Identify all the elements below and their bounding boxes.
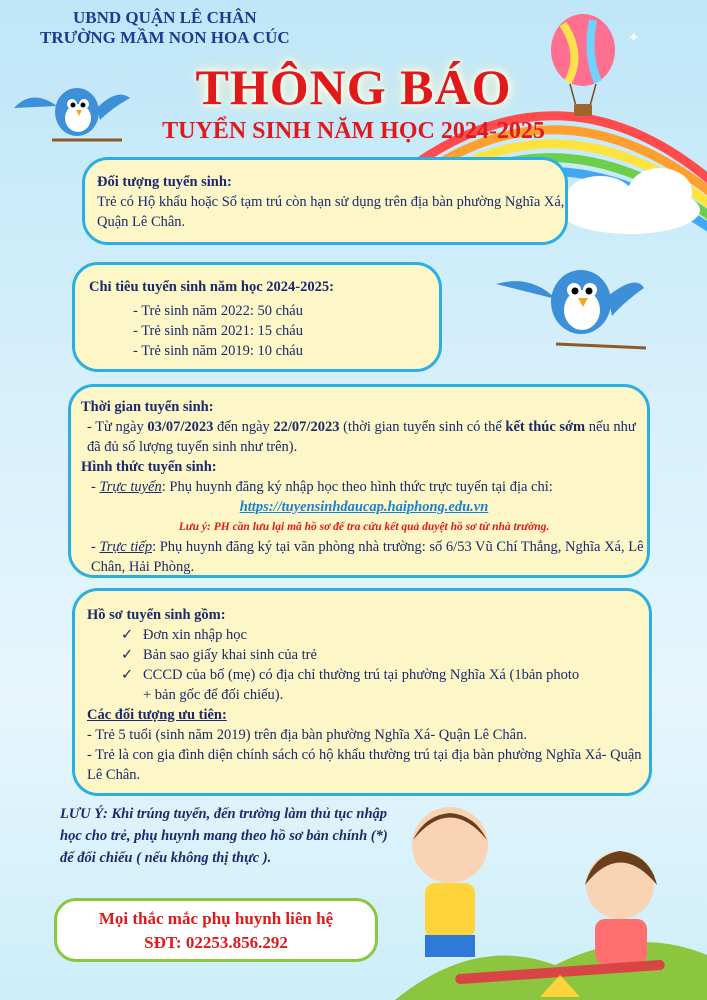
priority-item: - Trẻ là con gia đình diện chính sách có hộ khẩu thường trú tại địa bàn phường Nghĩa Xá- Quận Lê Chân. — [87, 747, 642, 783]
document-item-continued: + bản gốc để đối chiếu). — [143, 687, 284, 703]
page-subtitle: TUYỂN SINH NĂM HỌC 2024-2025 — [162, 118, 545, 144]
schedule-text: - Từ ngày 03/07/2023 đến ngày 22/07/2023 (thời gian tuyển sinh có thể kết thúc sớm nếu như đã đủ số lượng tuyển sinh như trên). — [87, 419, 636, 455]
eligibility-heading: Đối tượng tuyển sinh: — [97, 174, 232, 190]
eligibility-text: Trẻ có Hộ khẩu hoặc Sổ tạm trú còn hạn sử dụng trên địa bàn phường Nghĩa Xá, Quận Lê Chân. — [97, 194, 565, 230]
quota-item: - Trẻ sinh năm 2022: 50 cháu — [133, 303, 303, 319]
quota-item: - Trẻ sinh năm 2019: 10 cháu — [133, 343, 303, 359]
enrollment-link-container — [81, 497, 647, 517]
contact-phone[interactable]: SĐT: 02253.856.292 — [144, 933, 288, 952]
page-title: THÔNG BÁO — [195, 59, 512, 115]
schedule-box — [68, 384, 650, 578]
priority-heading: Các đối tượng ưu tiên: — [87, 707, 227, 723]
method-note: Lưu ý: PH cần lưu lại mã hồ sơ để tra cứu kết quả duyệt hồ sơ từ nhà trường. — [178, 521, 550, 533]
document-item: ✓ Bản sao giấy khai sinh của trẻ — [87, 645, 649, 665]
enrollment-link[interactable]: https://tuyensinhdaucap.haiphong.edu.vn — [239, 499, 489, 515]
quota-item: - Trẻ sinh năm 2021: 15 cháu — [133, 323, 303, 339]
method-direct: - Trực tiếp: Phụ huynh đăng ký tại văn phòng nhà trường: số 6/53 Vũ Chí Thắng, Nghĩa Xá, Lê Chân, Hải Phòng. — [91, 539, 644, 575]
documents-box — [72, 588, 652, 796]
method-heading: Hình thức tuyển sinh: — [81, 459, 217, 475]
district-name: UBND QUẬN LÊ CHÂN — [72, 8, 257, 27]
schedule-heading: Thời gian tuyển sinh: — [81, 399, 214, 415]
quota-box — [72, 262, 442, 372]
sparkle-icon: ✦ — [628, 31, 640, 46]
priority-item: - Trẻ 5 tuổi (sinh năm 2019) trên địa bàn phường Nghĩa Xá- Quận Lê Chân. — [87, 727, 527, 743]
header-organization — [40, 8, 290, 48]
kids-seesaw-illustration — [395, 785, 707, 1000]
method-online: - Trực tuyến: Phụ huynh đăng ký nhập học theo hình thức trực tuyến tại địa chỉ: — [91, 479, 553, 495]
document-item: ✓ Đơn xin nhập học — [87, 625, 649, 645]
school-name: TRƯỜNG MẦM NON HOA CÚC — [40, 28, 290, 47]
important-note: LƯU Ý: Khi trúng tuyển, đến trường làm thủ tục nhập học cho trẻ, phụ huynh mang theo hồ sơ bản chính (*) để đối chiếu ( nếu không thị thực ). — [60, 806, 388, 866]
contact-box — [54, 898, 378, 962]
eligibility-box — [82, 157, 568, 245]
documents-heading: Hồ sơ tuyển sinh gồm: — [87, 607, 226, 623]
quota-heading: Chỉ tiêu tuyển sinh năm học 2024-2025: — [89, 279, 334, 295]
bird-right-illustration — [496, 244, 646, 354]
contact-label: Mọi thắc mắc phụ huynh liên hệ — [98, 909, 334, 928]
document-item: ✓ CCCD của bố (mẹ) có địa chỉ thường trú tại phường Nghĩa Xá (1bản photo — [87, 665, 649, 685]
